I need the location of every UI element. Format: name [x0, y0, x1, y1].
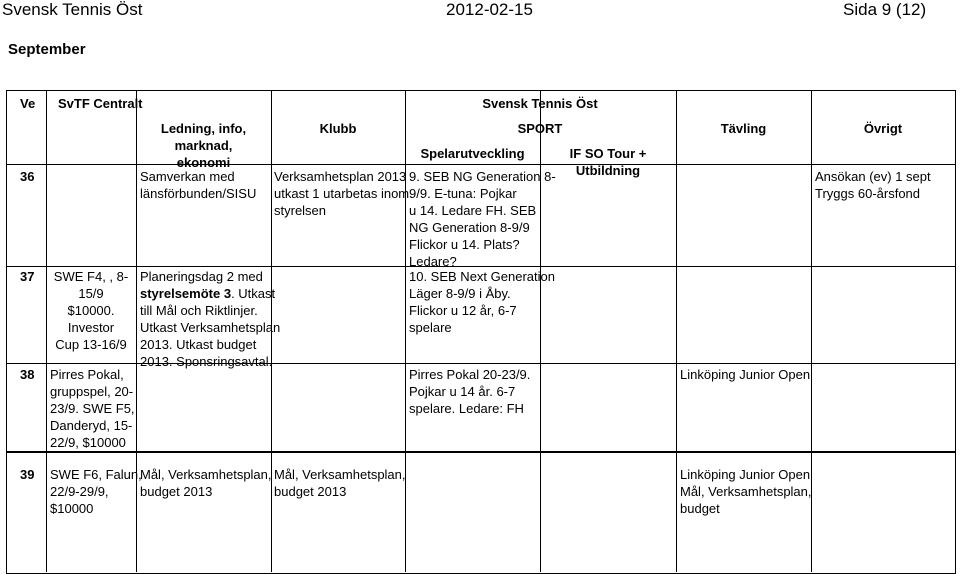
row-week-number: 39	[20, 467, 35, 482]
cell-svtf: Pirres Pokal, gruppspel, 20- 23/9. SWE F5, Danderyd, 15- 22/9, $10000	[50, 367, 135, 450]
cell-spelarutveckling: Pirres Pokal 20-23/9. Pojkar u 14 år. 6-7 spelare. Ledare: FH	[409, 367, 531, 416]
header-date: 2012-02-15	[446, 0, 533, 19]
cell-spelarutveckling: 10. SEB Next Generation Läger 8-9/9 i Åby. Flickor u 12 år, 6-7 spelare	[409, 269, 555, 335]
cell-spelarutveckling: 9. SEB NG Generation 8- 9/9. E-tuna: Pojkar u 14. Ledare FH. SEB NG Generation 8-9/9 Flickor u 14. Plats? Ledare?	[409, 169, 556, 269]
cell-svtf: SWE F6, Falun, 22/9-29/9, $10000	[50, 467, 142, 516]
cell-svtf: SWE F4, , 8-15/9 $10000. Investor Cup 13-16/9	[53, 269, 129, 352]
cell-klubb: Mål, Verksamhetsplan, budget 2013	[274, 467, 406, 499]
cell-ledning: Mål, Verksamhetsplan, budget 2013	[140, 467, 272, 499]
cell-ledning	[140, 268, 280, 370]
col-header-svtf: SvTF Centralt	[58, 96, 143, 111]
cell-ovrigt: Ansökan (ev) 1 sept Tryggs 60-årsfond	[815, 169, 931, 201]
cell-ledning: Samverkan med länsförbunden/SISU	[140, 169, 257, 201]
col-header-ve: Ve	[20, 96, 36, 111]
grid-line	[676, 90, 677, 572]
ledning-rest: . Utkast till Mål och Riktlinjer. Utkast Verksamhetsplan 2013. Utkast budget 2013. Sponsringsavtal.	[140, 286, 281, 369]
col-header-tavling: Tävling	[720, 121, 767, 136]
cell-tavling: Linköping Junior Open Mål, Verksamhetsplan, budget	[680, 467, 812, 516]
col-header-klubb: Klubb	[319, 121, 357, 136]
col-header-svensk-tennis-ost: Svensk Tennis Öst	[482, 96, 598, 111]
col-header-ovrigt: Övrigt	[863, 121, 903, 136]
col-header-ledning: Ledning, info, marknad, ekonomi	[160, 121, 247, 170]
grid-line	[6, 451, 955, 453]
cell-klubb: Verksamhetsplan 2013 utkast 1 utarbetas inom styrelsen	[274, 169, 410, 218]
header-page-number: Sida 9 (12)	[843, 0, 927, 19]
row-week-number: 36	[20, 169, 35, 184]
cell-tavling: Linköping Junior Open	[680, 367, 811, 382]
row-week-number: 38	[20, 367, 35, 382]
ledning-line: Planeringsdag 2 med	[140, 269, 263, 284]
month-title: September	[8, 41, 86, 58]
row-week-number: 37	[20, 269, 35, 284]
col-header-if-so-tour: IF SO Tour + Utbildning	[569, 146, 647, 178]
header-left: Svensk Tennis Öst	[2, 0, 143, 19]
col-header-sport: SPORT	[517, 121, 563, 136]
ledning-bold-text: styrelsemöte 3	[140, 286, 232, 301]
col-header-spelarutveckling: Spelarutveckling	[420, 146, 525, 161]
